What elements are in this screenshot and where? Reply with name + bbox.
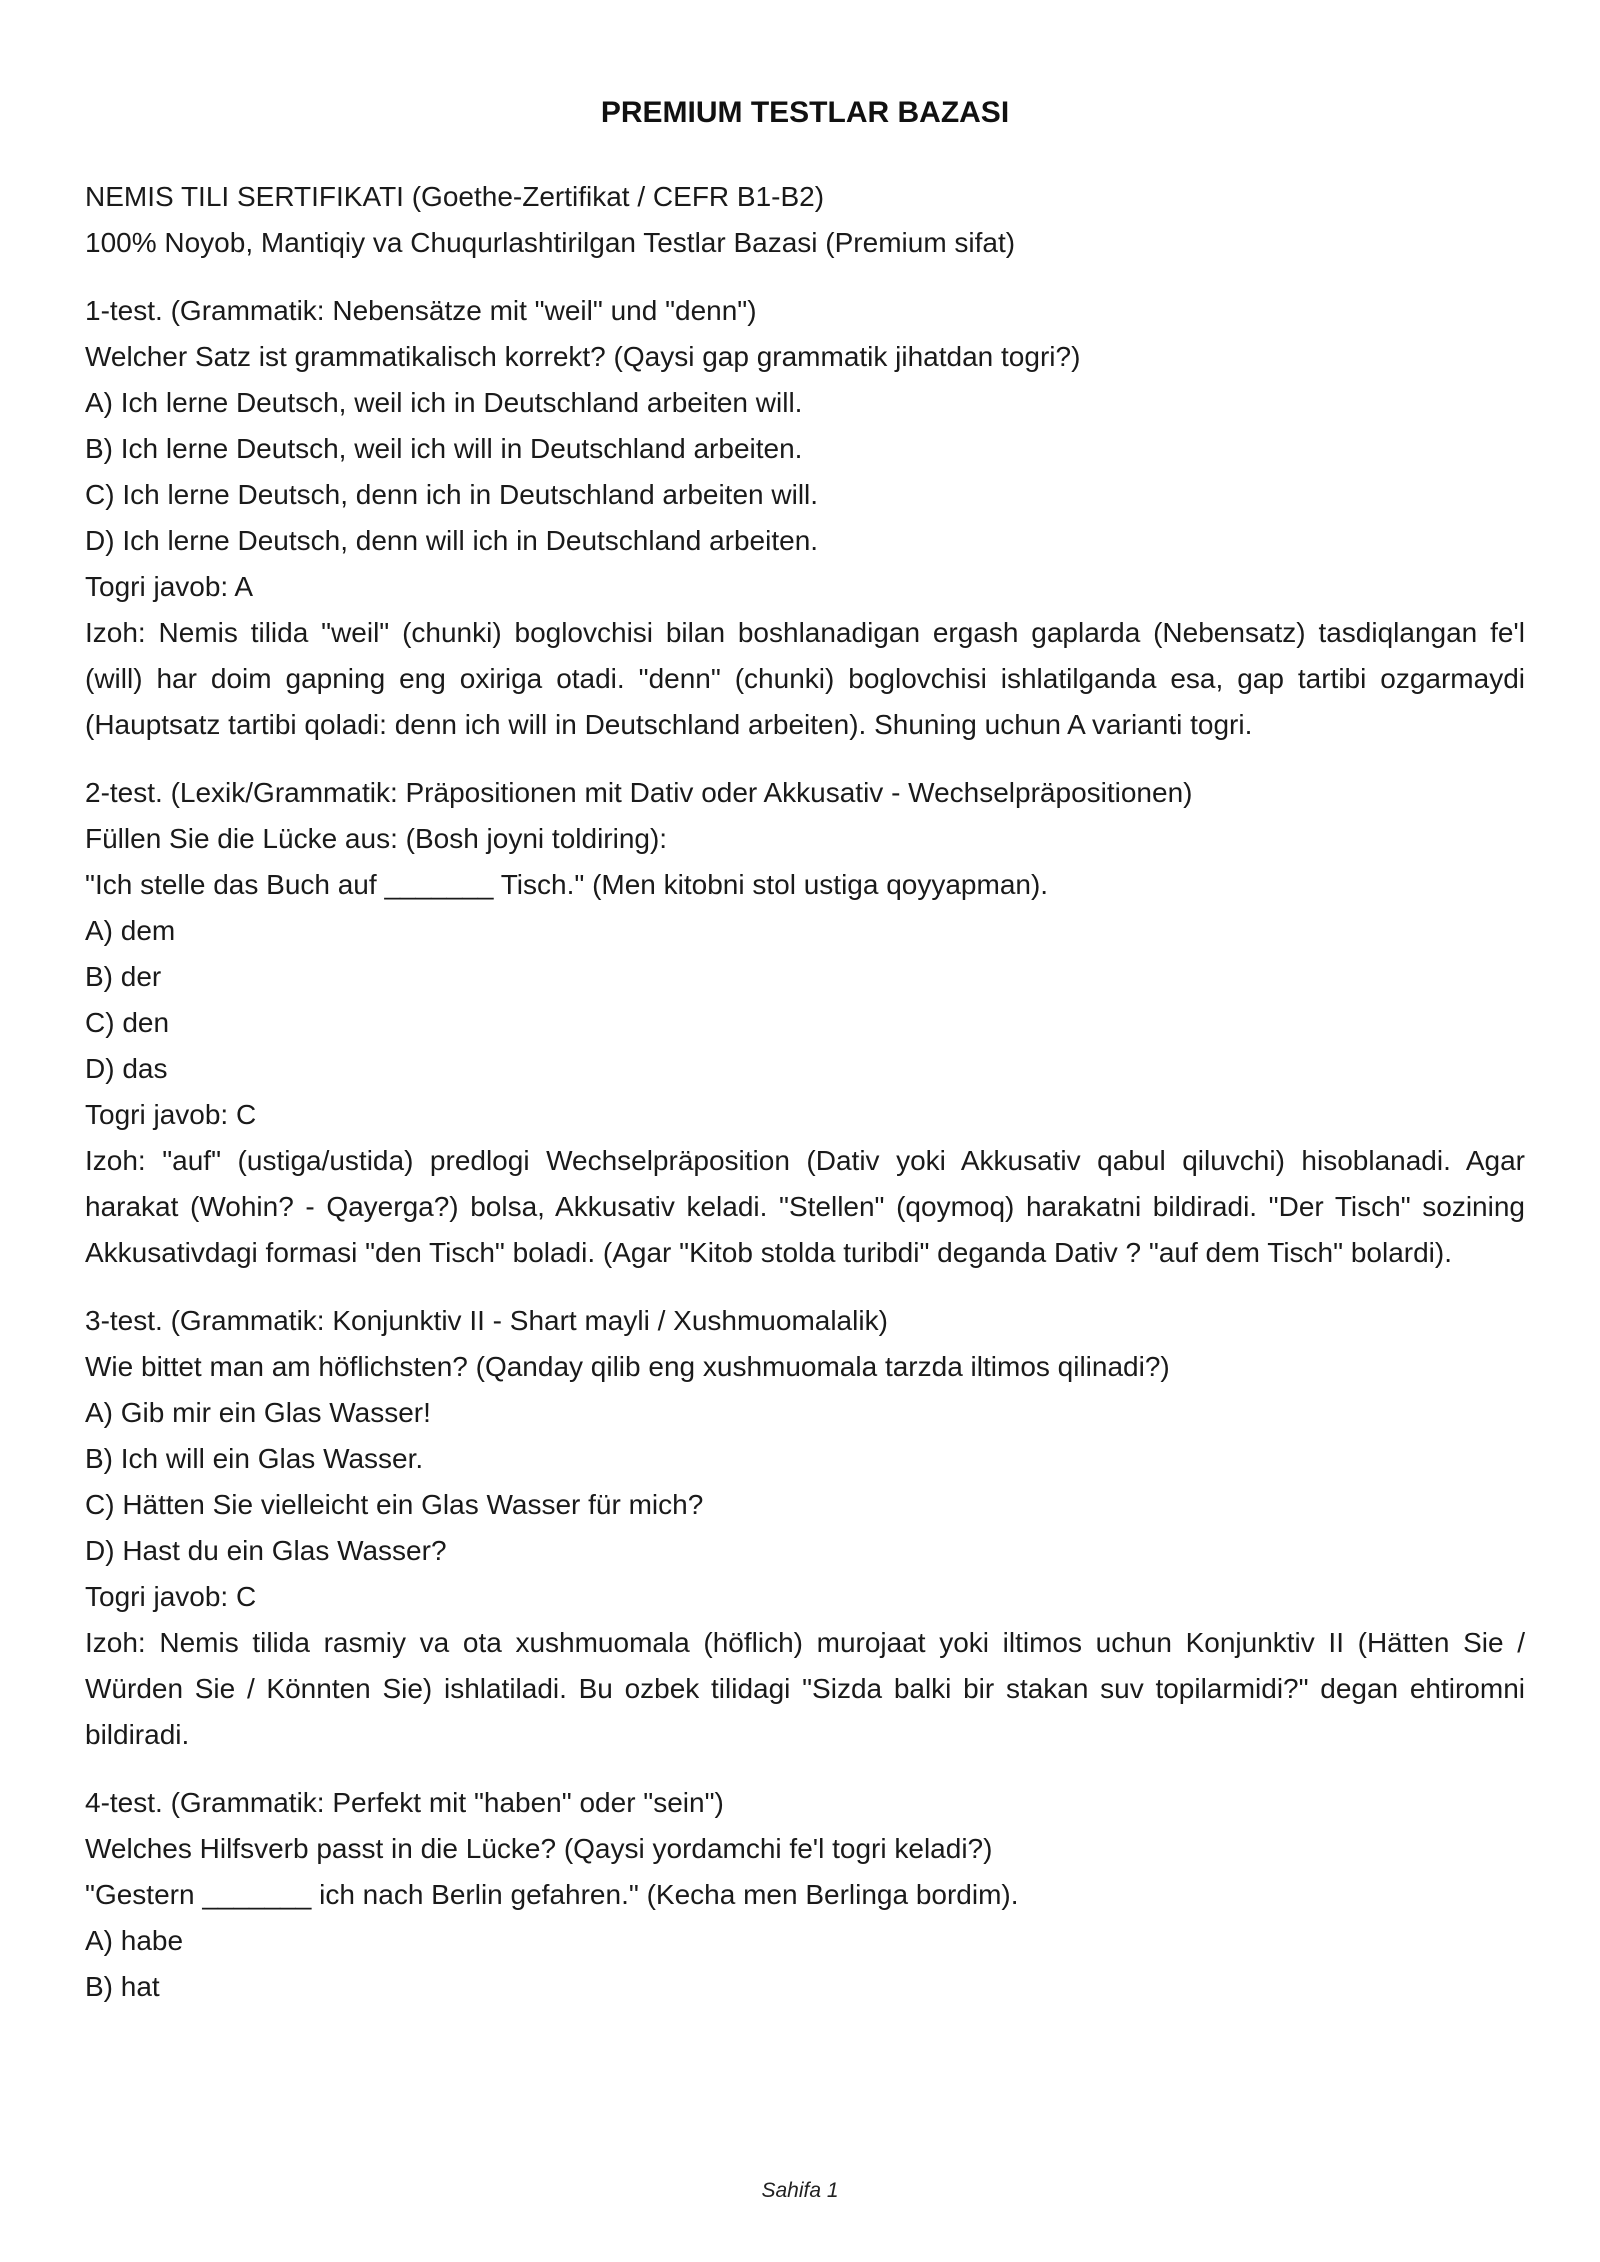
test-question: Welcher Satz ist grammatikalisch korrekt? (Qaysi gap grammatik jihatdan togri?) — [85, 341, 1081, 372]
test-2 — [85, 770, 1525, 1276]
test-option-b: B) Ich will ein Glas Wasser. — [85, 1443, 424, 1474]
test-heading: 4-test. (Grammatik: Perfekt mit "haben" oder "sein") — [85, 1787, 724, 1818]
test-heading: 1-test. (Grammatik: Nebensätze mit "weil" und "denn") — [85, 295, 757, 326]
test-option-a: A) Ich lerne Deutsch, weil ich in Deutschland arbeiten will. — [85, 387, 803, 418]
intro-line-certificate: NEMIS TILI SERTIFIKATI (Goethe-Zertifikat / CEFR B1-B2) — [85, 181, 825, 212]
test-question: Füllen Sie die Lücke aus: (Bosh joyni toldiring): — [85, 823, 668, 854]
test-explanation: Izoh: Nemis tilida "weil" (chunki) boglovchisi bilan boshlanadigan ergash gaplarda (Nebensatz) tasdiqlangan fe'l (will) har doim gapning eng oxiriga otadi. "denn" (chunki) boglovchisi ishlatilganda esa, gap tartibi ozgarmaydi (Hauptsatz tartibi qoladi: denn ich will in Deutschland arbeiten). Shuning uchun A varianti togri. — [85, 617, 1525, 740]
test-answer: Togri javob: C — [85, 1581, 257, 1612]
test-4 — [85, 1780, 1525, 2010]
test-option-c: C) Ich lerne Deutsch, denn ich in Deutschland arbeiten will. — [85, 479, 819, 510]
test-option-b: B) hat — [85, 1971, 160, 2002]
test-3 — [85, 1298, 1525, 1758]
test-explanation: Izoh: Nemis tilida rasmiy va ota xushmuomala (höflich) murojaat yoki iltimos uchun Konjunktiv II (Hätten Sie / Würden Sie / Könnten Sie) ishlatiladi. Bu ozbek tilidagi "Sizda balki bir stakan suv topilarmidi?" degan ehtiromni bildiradi. — [85, 1627, 1525, 1750]
test-option-a: A) habe — [85, 1925, 184, 1956]
page-title: PREMIUM TESTLAR BAZASI — [600, 96, 1010, 129]
test-option-b: B) der — [85, 961, 162, 992]
page-content — [85, 90, 1525, 2032]
test-explanation: Izoh: "auf" (ustiga/ustida) predlogi Wechselpräposition (Dativ yoki Akkusativ qabul qiluvchi) hisoblanadi. Agar harakat (Wohin? - Qayerga?) bolsa, Akkusativ keladi. "Stellen" (qoymoq) harakatni bildiradi. "Der Tisch" sozining Akkusativdagi formasi "den Tisch" boladi. (Agar "Kitob stolda turibdi" deganda Dativ ? "auf dem Tisch" bolardi). — [85, 1145, 1525, 1268]
test-option-c: C) den — [85, 1007, 170, 1038]
test-answer: Togri javob: A — [85, 571, 254, 602]
test-option-a: A) Gib mir ein Glas Wasser! — [85, 1397, 431, 1428]
test-option-d: D) das — [85, 1053, 168, 1084]
test-question: Welches Hilfsverb passt in die Lücke? (Qaysi yordamchi fe'l togri keladi?) — [85, 1833, 993, 1864]
test-heading: 2-test. (Lexik/Grammatik: Präpositionen mit Dativ oder Akkusativ - Wechselpräpositionen) — [85, 777, 1193, 808]
test-option-b: B) Ich lerne Deutsch, weil ich will in Deutschland arbeiten. — [85, 433, 803, 464]
test-prompt: "Gestern _______ ich nach Berlin gefahren." (Kecha men Berlinga bordim). — [85, 1879, 1019, 1910]
test-option-a: A) dem — [85, 915, 176, 946]
test-heading: 3-test. (Grammatik: Konjunktiv II - Shart mayli / Xushmuomalalik) — [85, 1305, 888, 1336]
test-option-c: C) Hätten Sie vielleicht ein Glas Wasser für mich? — [85, 1489, 704, 1520]
test-1 — [85, 288, 1525, 748]
intro-block — [85, 174, 1525, 266]
test-answer: Togri javob: C — [85, 1099, 257, 1130]
intro-line-description: 100% Noyob, Mantiqiy va Chuqurlashtirilgan Testlar Bazasi (Premium sifat) — [85, 227, 1016, 258]
page-number: Sahifa 1 — [761, 2179, 839, 2202]
test-prompt: "Ich stelle das Buch auf _______ Tisch." (Men kitobni stol ustiga qoyyapman). — [85, 869, 1049, 900]
test-option-d: D) Ich lerne Deutsch, denn will ich in Deutschland arbeiten. — [85, 525, 819, 556]
test-option-d: D) Hast du ein Glas Wasser? — [85, 1535, 447, 1566]
test-question: Wie bittet man am höflichsten? (Qanday qilib eng xushmuomala tarzda iltimos qilinadi?) — [85, 1351, 1170, 1382]
